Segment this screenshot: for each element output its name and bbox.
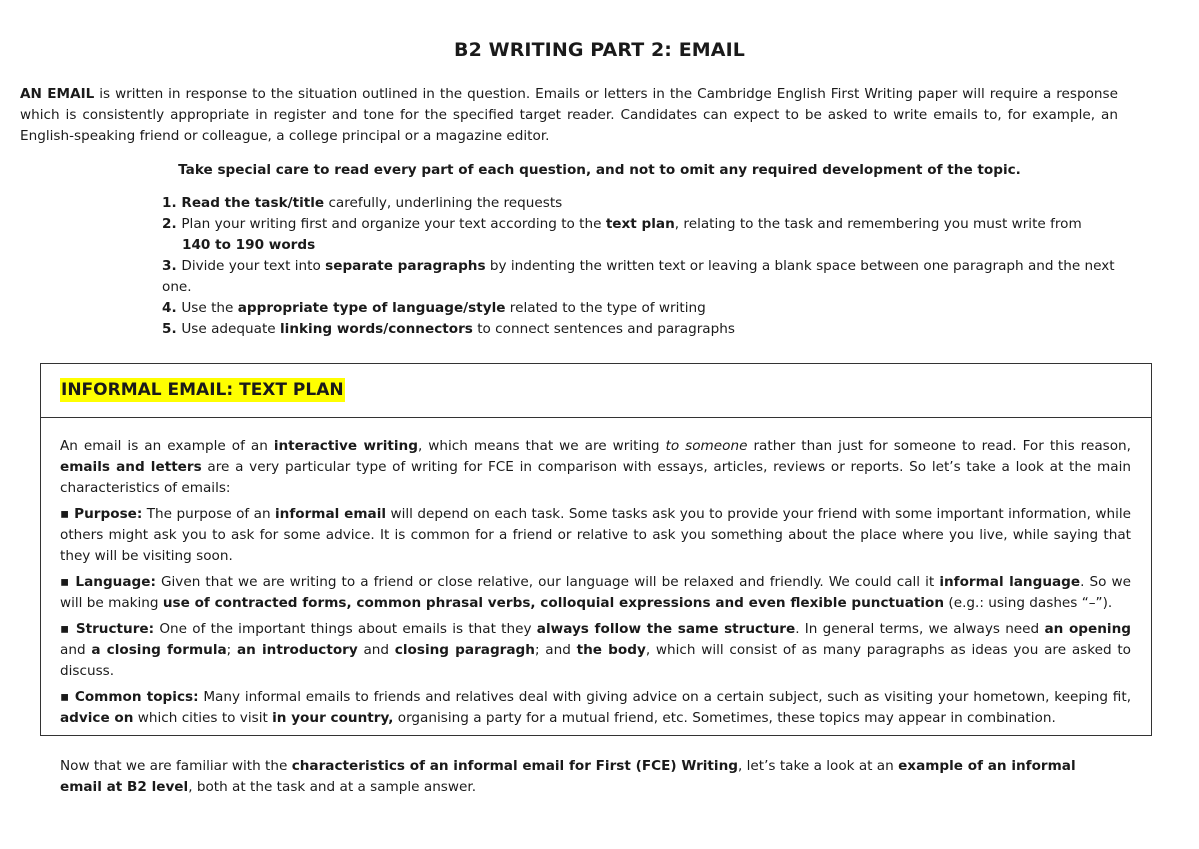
- bullet-label: ▪ Common topics:: [60, 689, 199, 705]
- text-run: ; and: [534, 642, 577, 658]
- step-bold: 140 to 190 words: [182, 237, 316, 253]
- step-text: Divide your text into: [181, 258, 326, 274]
- step-text: Plan your writing first and organize your text according to the: [181, 216, 606, 232]
- text-run: The purpose of an: [142, 506, 276, 522]
- step-2: [162, 214, 1122, 256]
- text-run: are a very particular type of writing for FCE in comparison with essays, articles, reviews or reports. So let’s take a look at the main characteristics of emails:: [60, 459, 1131, 496]
- purpose-paragraph: [60, 504, 1131, 567]
- text-run-bold: example of an informal email at B2 level: [60, 758, 1076, 795]
- page-title: B2 WRITING PART 2: EMAIL: [454, 39, 745, 61]
- text-run-bold: emails and letters: [60, 459, 202, 475]
- intro-lead: AN EMAIL: [20, 86, 95, 102]
- text-run-italic: to someone: [665, 438, 748, 454]
- text-run: Now that we are familiar with the: [60, 758, 292, 774]
- text-run-bold: interactive writing: [273, 438, 418, 454]
- step-number: 3.: [162, 258, 182, 274]
- text-run: ;: [226, 642, 237, 658]
- intro-text: is written in response to the situation outlined in the question. Emails or letters in the Cambridge English First Writing paper will require a response which is consistently appropriate in register and tone for the specified target reader. Candidates can expect to be asked to write emails to, for example, an English-speaking friend or colleague, a college principal or a magazine editor.: [20, 86, 1118, 144]
- text-run: Many informal emails to friends and relatives deal with giving advice on a certain subject, such as visiting your hometown, keeping fit,: [198, 689, 1132, 705]
- step-number: 1.: [162, 195, 182, 211]
- text-run: (e.g.: using dashes “–”).: [944, 595, 1113, 611]
- text-run: which cities to visit: [133, 710, 273, 726]
- step-number: 5.: [162, 321, 182, 337]
- text-run: , both at the task and at a sample answer.: [188, 779, 477, 795]
- text-run-bold: in your country,: [272, 710, 394, 726]
- step-4: [162, 298, 1122, 319]
- text-run: . In general terms, we always need: [795, 621, 1045, 637]
- text-run: , let’s take a look at an: [738, 758, 899, 774]
- step-text: related to the type of writing: [505, 300, 706, 316]
- step-text: by indenting the written text or leaving a blank space between one paragraph and the next: [485, 258, 1115, 274]
- text-run-bold: informal language: [939, 574, 1081, 590]
- bullet-label: ▪ Purpose:: [60, 506, 143, 522]
- text-run-bold: characteristics of an informal email for First (FCE) Writing: [291, 758, 738, 774]
- step-bold: linking words/connectors: [280, 321, 473, 337]
- text-run: organising a party for a mutual friend, etc. Sometimes, these topics may appear in combination.: [393, 710, 1056, 726]
- text-run-bold: informal email: [275, 506, 387, 522]
- text-run: rather than just for someone to read. For this reason,: [747, 438, 1131, 454]
- text-plan-heading: INFORMAL EMAIL: TEXT PLAN: [61, 380, 344, 400]
- text-run-bold: the body: [576, 642, 646, 658]
- topics-paragraph: [60, 687, 1131, 729]
- bullet-label: ▪ Structure:: [60, 621, 155, 637]
- step-5: [162, 319, 1122, 340]
- intro-body-paragraph: [60, 436, 1131, 499]
- step-bold: text plan: [605, 216, 675, 232]
- structure-paragraph: [60, 619, 1131, 682]
- step-1: [162, 193, 1122, 214]
- text-run-bold: an introductory: [236, 642, 358, 658]
- step-text: to connect sentences and paragraphs: [472, 321, 735, 337]
- text-plan-header: [41, 364, 1151, 418]
- step-bold: appropriate type of language/style: [237, 300, 506, 316]
- steps-list: [162, 193, 1122, 340]
- step-bold: separate paragraphs: [325, 258, 486, 274]
- outro-paragraph: [60, 756, 1118, 798]
- language-paragraph: [60, 572, 1131, 614]
- text-run: , which will consist of as many paragraphs as ideas you are asked to discuss.: [60, 642, 1131, 679]
- step-text: , relating to the task and remembering you must write from: [674, 216, 1082, 232]
- step-text: one.: [162, 279, 192, 295]
- text-plan-body: [60, 436, 1131, 734]
- text-run-bold: closing paragragh: [394, 642, 535, 658]
- step-text: Use the: [181, 300, 238, 316]
- text-run: . So we will be making: [60, 574, 1131, 611]
- text-plan-box: [40, 363, 1152, 736]
- step-3: [162, 256, 1122, 298]
- step-bold: Read the task/title: [181, 195, 325, 211]
- step-number: 2.: [162, 216, 182, 232]
- text-run: will depend on each task. Some tasks ask you to provide your friend with some important information, while others might ask you to ask for some advice. It is common for a friend or relative to ask you something about the place where you live, while saying that they will be visiting soon.: [60, 506, 1131, 564]
- notice: Take special care to read every part of each question, and not to omit any required development of the topic.: [178, 162, 1021, 178]
- text-run: , which means that we are writing: [417, 438, 666, 454]
- text-run-bold: advice on: [60, 710, 134, 726]
- text-run-bold: always follow the same structure: [536, 621, 796, 637]
- text-run-bold: a closing formula: [91, 642, 227, 658]
- step-text: carefully, underlining the requests: [324, 195, 563, 211]
- text-run-bold: use of contracted forms, common phrasal verbs, colloquial expressions and even flexible punctuation: [162, 595, 945, 611]
- text-run: and: [357, 642, 395, 658]
- text-run: One of the important things about emails is that they: [154, 621, 537, 637]
- bullet-label: ▪ Language:: [60, 574, 156, 590]
- intro-paragraph: [20, 84, 1118, 147]
- text-run: and: [60, 642, 92, 658]
- text-run: Given that we are writing to a friend or close relative, our language will be relaxed and friendly. We could call it: [155, 574, 940, 590]
- step-number: 4.: [162, 300, 182, 316]
- text-run: An email is an example of an: [60, 438, 274, 454]
- step-text: Use adequate: [181, 321, 280, 337]
- text-run-bold: an opening: [1044, 621, 1131, 637]
